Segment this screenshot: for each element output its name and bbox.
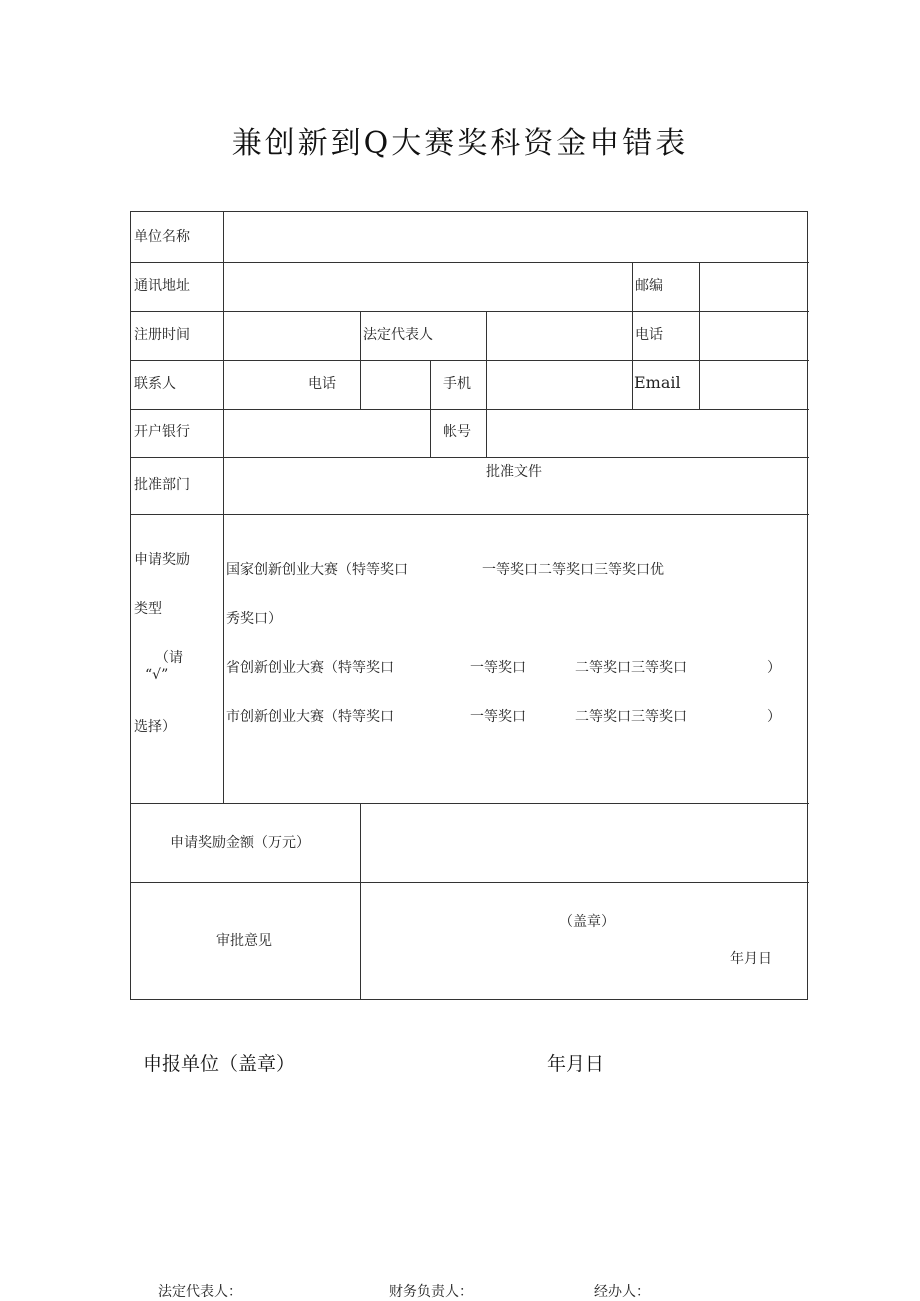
label-address: 通讯地址 (134, 278, 190, 294)
row-divider (131, 882, 809, 883)
row-divider (131, 360, 809, 361)
label-award-type-5: 选择） (134, 719, 176, 735)
applicant-seal-label: 申报单位（盖章） (143, 1053, 296, 1075)
label-reg-time: 注册时间 (134, 327, 190, 343)
national-award-line-a: 国家创新创业大赛（特等奖口 (226, 562, 408, 578)
label-unit-name: 单位名称 (134, 229, 190, 245)
label-mobile: 手机 (443, 376, 471, 392)
province-award-line-b: 一等奖口 (470, 660, 526, 676)
label-amount: 申请奖励金额（万元） (170, 835, 310, 851)
label-award-type-1: 申请奖励 (134, 552, 190, 568)
col-divider (430, 360, 431, 457)
row-divider (131, 409, 809, 410)
applicant-date: 年月日 (547, 1053, 605, 1075)
label-bank: 开户银行 (134, 424, 190, 440)
label-file: 批准文件 (486, 464, 542, 480)
page-title: 兼创新到Q大赛奖科资金申错表 (231, 126, 689, 161)
col-divider (486, 311, 487, 457)
city-award-line-d: ） (767, 709, 781, 725)
label-account: 帐号 (443, 424, 471, 440)
label-award-type-4: “√” (145, 667, 169, 683)
city-award-line-b: 一等奖口 (470, 709, 526, 725)
label-contact: 联系人 (134, 376, 176, 392)
row-divider (131, 262, 809, 263)
label-phone: 电话 (635, 327, 663, 343)
national-award-line-c: 秀奖口） (226, 611, 282, 627)
signature-legal: 法定代表人： (158, 1284, 242, 1300)
national-award-line-b: 一等奖口二等奖口三等奖口优 (482, 562, 664, 578)
signature-finance: 财务负责人： (389, 1284, 473, 1300)
row-divider (131, 803, 809, 804)
signature-handler: 经办人： (594, 1284, 650, 1300)
approval-seal: （盖章） (559, 914, 615, 930)
col-divider (632, 262, 633, 409)
label-award-type-3: （请 (155, 650, 183, 666)
province-award-line-c: 二等奖口三等奖口 (575, 660, 687, 676)
province-award-line-a: 省创新创业大赛（特等奖口 (226, 660, 394, 676)
col-divider (699, 262, 700, 409)
city-award-line-a: 市创新创业大赛（特等奖口 (226, 709, 394, 725)
row-divider (131, 514, 809, 515)
col-divider (360, 803, 361, 1000)
label-approval: 审批意见 (216, 933, 272, 949)
label-email: Email (634, 373, 681, 392)
province-award-line-d: ） (767, 660, 781, 676)
col-divider (360, 311, 361, 409)
row-divider (131, 457, 809, 458)
label-dept: 批准部门 (134, 477, 190, 493)
label-contact-phone: 电话 (308, 376, 336, 392)
application-form-table (130, 211, 808, 1000)
label-award-type-2: 类型 (134, 601, 162, 617)
row-divider (131, 311, 809, 312)
label-postcode: 邮编 (635, 278, 663, 294)
approval-date: 年月日 (730, 951, 772, 967)
city-award-line-c: 二等奖口三等奖口 (575, 709, 687, 725)
label-legal-rep: 法定代表人 (363, 327, 433, 343)
col-divider (223, 212, 224, 803)
